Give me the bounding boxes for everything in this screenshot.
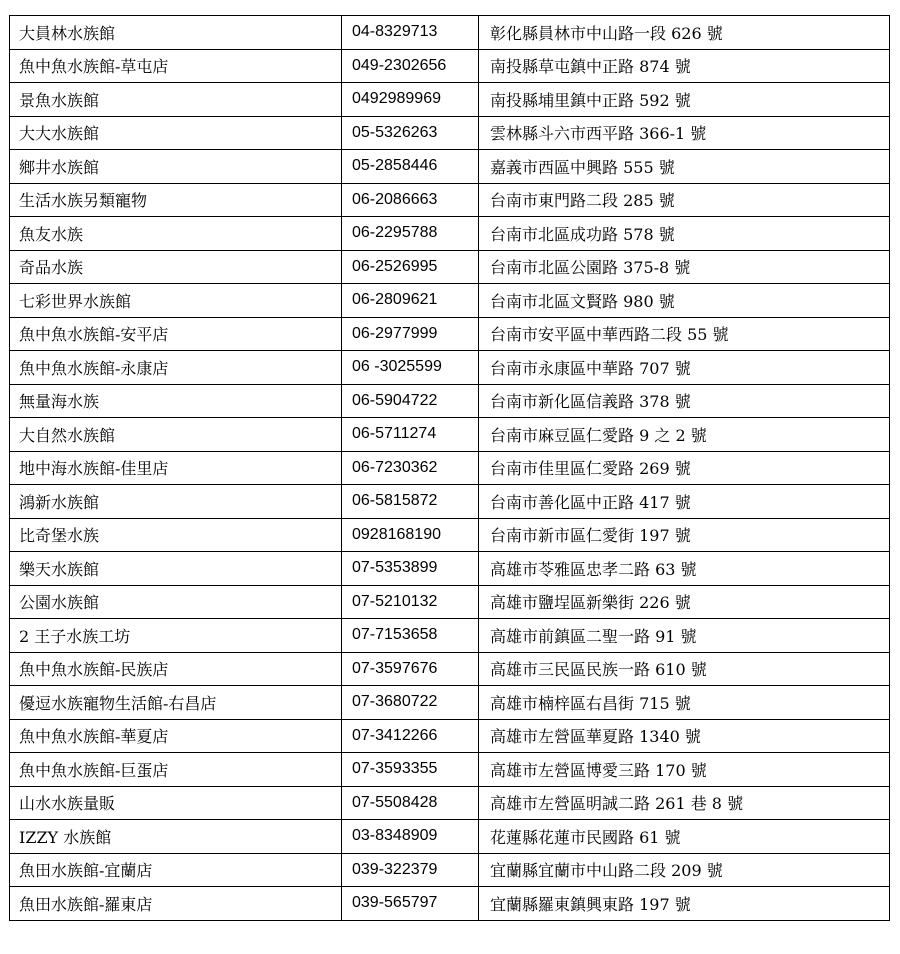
table-row [10,116,890,150]
store-name-cell: 魚中魚水族館-華夏店 [10,719,342,753]
table-row [10,518,890,552]
store-name-cell: 魚中魚水族館-永康店 [10,351,342,385]
phone-number-cell: 06-2295788 [342,217,479,251]
table-row [10,49,890,83]
table-row [10,150,890,184]
store-name-cell: 優逗水族寵物生活館-右昌店 [10,686,342,720]
store-name-cell: 無量海水族 [10,384,342,418]
aquarium-store-table [9,15,890,921]
phone-number-cell: 07-5353899 [342,552,479,586]
phone-number-cell: 049-2302656 [342,49,479,83]
phone-number-cell: 05-2858446 [342,150,479,184]
table-row [10,317,890,351]
address-cell: 台南市新化區信義路 378 號 [479,384,890,418]
phone-number-cell: 06-5711274 [342,418,479,452]
store-name-cell: 魚中魚水族館-巨蛋店 [10,753,342,787]
table-row [10,753,890,787]
table-row [10,16,890,50]
store-name-cell: 大自然水族館 [10,418,342,452]
address-cell: 高雄市前鎮區二聖一路 91 號 [479,619,890,653]
address-cell: 彰化縣員林市中山路一段 626 號 [479,16,890,50]
address-cell: 台南市永康區中華路 707 號 [479,351,890,385]
table-row [10,853,890,887]
address-cell: 花蓮縣花蓮市民國路 61 號 [479,820,890,854]
address-cell: 台南市新市區仁愛街 197 號 [479,518,890,552]
table-row [10,719,890,753]
table-row [10,451,890,485]
store-name-cell: 大員林水族館 [10,16,342,50]
store-name-cell: 魚田水族館-羅東店 [10,887,342,921]
phone-number-cell: 07-7153658 [342,619,479,653]
phone-number-cell: 039-322379 [342,853,479,887]
address-cell: 南投縣草屯鎮中正路 874 號 [479,49,890,83]
store-name-cell: 生活水族另類寵物 [10,183,342,217]
store-name-cell: 公園水族館 [10,585,342,619]
table-row [10,820,890,854]
table-row [10,284,890,318]
address-cell: 台南市北區成功路 578 號 [479,217,890,251]
store-name-cell: 魚友水族 [10,217,342,251]
table-row [10,652,890,686]
address-cell: 高雄市苓雅區忠孝二路 63 號 [479,552,890,586]
address-cell: 高雄市鹽埕區新樂街 226 號 [479,585,890,619]
phone-number-cell: 06 -3025599 [342,351,479,385]
table-row [10,887,890,921]
address-cell: 宜蘭縣羅東鎮興東路 197 號 [479,887,890,921]
phone-number-cell: 03-8348909 [342,820,479,854]
store-name-cell: 地中海水族館-佳里店 [10,451,342,485]
store-name-cell: 奇品水族 [10,250,342,284]
address-cell: 高雄市左營區博愛三路 170 號 [479,753,890,787]
table-row [10,384,890,418]
address-cell: 台南市佳里區仁愛路 269 號 [479,451,890,485]
phone-number-cell: 06-2526995 [342,250,479,284]
phone-number-cell: 06-2809621 [342,284,479,318]
address-cell: 宜蘭縣宜蘭市中山路二段 209 號 [479,853,890,887]
phone-number-cell: 07-3593355 [342,753,479,787]
phone-number-cell: 07-3597676 [342,652,479,686]
address-cell: 嘉義市西區中興路 555 號 [479,150,890,184]
address-cell: 高雄市楠梓區右昌街 715 號 [479,686,890,720]
table-row [10,217,890,251]
address-cell: 雲林縣斗六市西平路 366-1 號 [479,116,890,150]
address-cell: 南投縣埔里鎮中正路 592 號 [479,83,890,117]
store-name-cell: 魚中魚水族館-民族店 [10,652,342,686]
table-row [10,686,890,720]
address-cell: 台南市善化區中正路 417 號 [479,485,890,519]
store-name-cell: 魚中魚水族館-草屯店 [10,49,342,83]
address-cell: 高雄市三民區民族一路 610 號 [479,652,890,686]
phone-number-cell: 06-5815872 [342,485,479,519]
store-name-cell: 七彩世界水族館 [10,284,342,318]
table-row [10,585,890,619]
phone-number-cell: 07-5508428 [342,786,479,820]
address-cell: 台南市北區文賢路 980 號 [479,284,890,318]
store-name-cell: 樂天水族館 [10,552,342,586]
store-name-cell: 2 王子水族工坊 [10,619,342,653]
store-table-body [10,16,890,921]
table-row [10,418,890,452]
phone-number-cell: 06-5904722 [342,384,479,418]
phone-number-cell: 06-7230362 [342,451,479,485]
store-name-cell: 魚田水族館-宜蘭店 [10,853,342,887]
store-name-cell: 大大水族館 [10,116,342,150]
table-row [10,786,890,820]
phone-number-cell: 07-3680722 [342,686,479,720]
table-row [10,552,890,586]
address-cell: 台南市安平區中華西路二段 55 號 [479,317,890,351]
address-cell: 台南市北區公園路 375-8 號 [479,250,890,284]
store-name-cell: 山水水族量販 [10,786,342,820]
phone-number-cell: 07-3412266 [342,719,479,753]
table-row [10,619,890,653]
table-row [10,485,890,519]
phone-number-cell: 04-8329713 [342,16,479,50]
store-name-cell: 景魚水族館 [10,83,342,117]
address-cell: 高雄市左營區華夏路 1340 號 [479,719,890,753]
store-name-cell: 鄉井水族館 [10,150,342,184]
table-row [10,351,890,385]
phone-number-cell: 039-565797 [342,887,479,921]
store-name-cell: 魚中魚水族館-安平店 [10,317,342,351]
address-cell: 台南市東門路二段 285 號 [479,183,890,217]
address-cell: 台南市麻豆區仁愛路 9 之 2 號 [479,418,890,452]
store-name-cell: 比奇堡水族 [10,518,342,552]
phone-number-cell: 06-2977999 [342,317,479,351]
table-row [10,83,890,117]
table-row [10,183,890,217]
phone-number-cell: 0928168190 [342,518,479,552]
store-name-cell: IZZY 水族館 [10,820,342,854]
address-cell: 高雄市左營區明誠二路 261 巷 8 號 [479,786,890,820]
phone-number-cell: 06-2086663 [342,183,479,217]
phone-number-cell: 07-5210132 [342,585,479,619]
store-name-cell: 鴻新水族館 [10,485,342,519]
table-row [10,250,890,284]
phone-number-cell: 0492989969 [342,83,479,117]
phone-number-cell: 05-5326263 [342,116,479,150]
